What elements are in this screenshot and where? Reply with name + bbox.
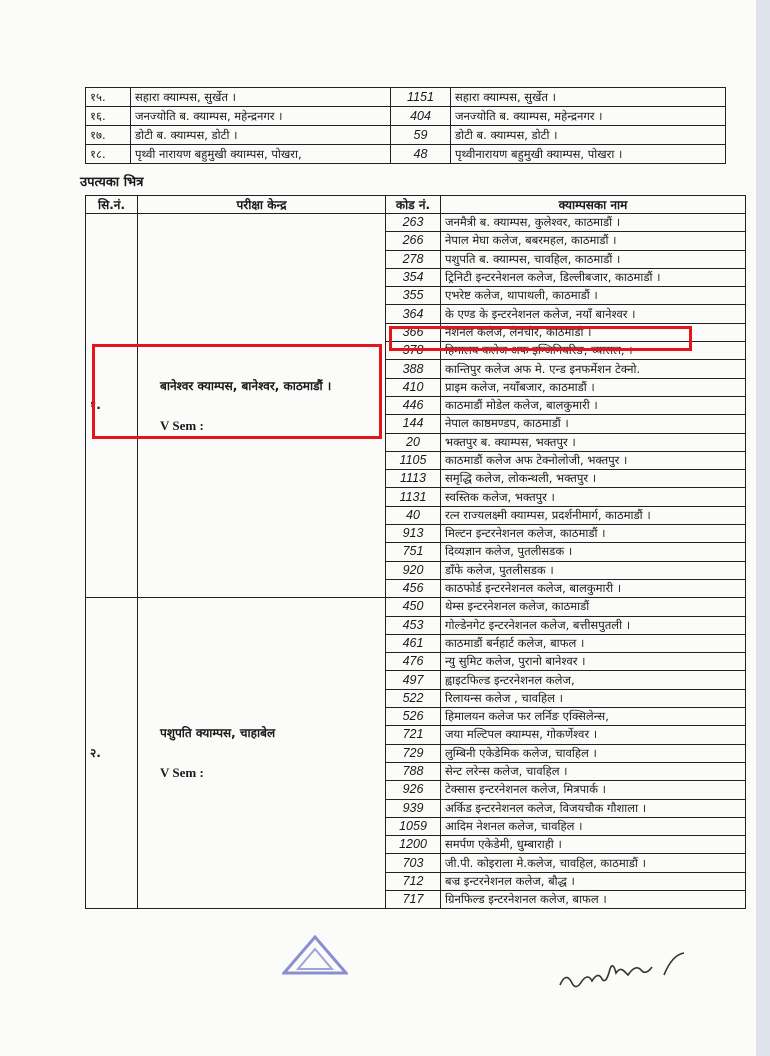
code-number: 721 <box>386 726 441 744</box>
campus-name: हिमालय कलेज अफ इन्जिनियरिङ, च्यासल, । <box>441 342 746 360</box>
page-edge <box>756 0 770 1056</box>
serial-number: १६. <box>86 107 131 126</box>
exam-center: सहारा क्याम्पस, सुर्खेत । <box>131 88 391 107</box>
campus-name: रत्न राज्यलक्ष्मी क्याम्पस, प्रदर्शनीमार्ग, काठमाडौं । <box>441 506 746 524</box>
code-number: 59 <box>391 126 451 145</box>
code-number: 926 <box>386 781 441 799</box>
code-number: 48 <box>391 145 451 164</box>
campus-name: स्वस्तिक कलेज, भक्तपुर । <box>441 488 746 506</box>
code-number: 1151 <box>391 88 451 107</box>
campus-name: ट्रिनिटी इन्टरनेशनल कलेज, डिल्लीबजार, काठमाडौं । <box>441 268 746 286</box>
section-title-inside-valley: उपत्यका भित्र <box>80 175 144 190</box>
code-number: 404 <box>391 107 451 126</box>
code-number: 461 <box>386 634 441 652</box>
table-row <box>86 126 726 145</box>
code-number: 751 <box>386 543 441 561</box>
code-number: 920 <box>386 561 441 579</box>
code-number: 355 <box>386 287 441 305</box>
code-number: 144 <box>386 415 441 433</box>
code-number: 410 <box>386 378 441 396</box>
code-number: 1200 <box>386 836 441 854</box>
campus-name: न्यु सुमिट कलेज, पुरानो बानेश्वर । <box>441 653 746 671</box>
code-number: 278 <box>386 250 441 268</box>
campus-name: नेपाल काष्ठमण्डप, काठमाडौं । <box>441 415 746 433</box>
campus-name: नेशनल कलेज, लैनचौर, काठमाडौं । <box>441 323 746 341</box>
table-row <box>86 88 726 107</box>
exam-center-name: बानेश्वर क्याम्पस, बानेश्वर, काठमाडौं । <box>160 378 332 393</box>
code-number: 266 <box>386 232 441 250</box>
code-number: 378 <box>386 342 441 360</box>
campus-name: समृद्धि कलेज, लोकन्थली, भक्तपुर । <box>441 470 746 488</box>
campus-name: काठमाडौं कलेज अफ टेक्नोलोजी, भक्तपुर । <box>441 451 746 469</box>
code-number: 522 <box>386 689 441 707</box>
group-exam-center <box>138 598 386 909</box>
table-row <box>86 107 726 126</box>
header-code: कोड नं. <box>386 196 441 214</box>
table-row <box>86 145 726 164</box>
header-center: परीक्षा केन्द्र <box>138 196 386 214</box>
code-number: 450 <box>386 598 441 616</box>
code-number: 476 <box>386 653 441 671</box>
exam-center: पृथ्वी नारायण बहुमुखी क्याम्पस, पोखरा, <box>131 145 391 164</box>
campus-name: कान्तिपुर कलेज अफ मे. एन्ड इनफर्मेशन टेक्नो. <box>441 360 746 378</box>
table-row <box>86 214 746 232</box>
code-number: 456 <box>386 579 441 597</box>
code-number: 703 <box>386 854 441 872</box>
campus-name: अर्किड इन्टरनेशनल कलेज, विजयचौक गौशाला । <box>441 799 746 817</box>
campus-name: गोल्डेनगेट इन्टरनेशनल कलेज, बत्तीसपुतली । <box>441 616 746 634</box>
campus-name: समर्पण एकेडेमी, धुम्बाराही । <box>441 836 746 854</box>
outside-valley-table <box>85 87 726 164</box>
campus-name: जी.पी. कोइराला मे.कलेज, चावहिल, काठमाडौं । <box>441 854 746 872</box>
header-campus: क्याम्पसका नाम <box>441 196 746 214</box>
code-number: 526 <box>386 708 441 726</box>
stamp-logo <box>282 935 348 979</box>
campus-name: जनज्योति ब. क्याम्पस, महेन्द्रनगर । <box>451 107 726 126</box>
highlight-box-exam-center <box>92 344 382 439</box>
inside-valley-table <box>85 195 746 909</box>
campus-name: आदिम नेशनल कलेज, चावहिल । <box>441 817 746 835</box>
highlight-box-national-college <box>389 326 692 351</box>
serial-number: १५. <box>86 88 131 107</box>
group-serial-number: २. <box>86 598 138 909</box>
code-number: 388 <box>386 360 441 378</box>
code-number: 712 <box>386 872 441 890</box>
campus-name: हिमालयन कलेज फर लर्निङ एक्सिलेन्स, <box>441 708 746 726</box>
exam-center: डोटी ब. क्याम्पस, डोटी । <box>131 126 391 145</box>
campus-name: एभरेष्ट कलेज, थापाथली, काठमाडौं । <box>441 287 746 305</box>
campus-name: डाँफे कलेज, पुतलीसडक । <box>441 561 746 579</box>
code-number: 1113 <box>386 470 441 488</box>
exam-center-name: पशुपति क्याम्पस, चाहाबेल <box>160 726 276 741</box>
campus-name: बज्र इन्टरनेशनल कलेज, बौद्ध । <box>441 872 746 890</box>
campus-name: पशुपति ब. क्याम्पस, चावहिल, काठमाडौं । <box>441 250 746 268</box>
code-number: 364 <box>386 305 441 323</box>
campus-name: जया मल्टिपल क्याम्पस, गोकर्णेश्वर । <box>441 726 746 744</box>
campus-name: नेपाल मेघा कलेज, बबरमहल, काठमाडौं । <box>441 232 746 250</box>
campus-name: काठफोर्ड इन्टरनेशनल कलेज, बालकुमारी । <box>441 579 746 597</box>
code-number: 453 <box>386 616 441 634</box>
campus-name: सहारा क्याम्पस, सुर्खेत । <box>451 88 726 107</box>
campus-name: के एण्ड के इन्टरनेशनल कलेज, नयाँ बानेश्वर । <box>441 305 746 323</box>
campus-name: रिलायन्स कलेज , चावहिल । <box>441 689 746 707</box>
code-number: 40 <box>386 506 441 524</box>
campus-name: काठमाडौं मोडेल कलेज, बालकुमारी । <box>441 396 746 414</box>
table-row <box>86 598 746 616</box>
campus-name: मिल्टन इन्टरनेशनल कलेज, काठमाडौं । <box>441 525 746 543</box>
code-number: 497 <box>386 671 441 689</box>
code-number: 717 <box>386 890 441 908</box>
campus-name: डोटी ब. क्याम्पस, डोटी । <box>451 126 726 145</box>
serial-number: १८. <box>86 145 131 164</box>
campus-name: पृथ्वीनारायण बहुमुखी क्याम्पस, पोखरा । <box>451 145 726 164</box>
campus-name: भक्तपुर ब. क्याम्पस, भक्तपुर । <box>441 433 746 451</box>
code-number: 788 <box>386 762 441 780</box>
campus-name: दिव्यज्ञान कलेज, पुतलीसडक । <box>441 543 746 561</box>
campus-name: ह्वाइटफिल्ड इन्टरनेशनल कलेज, <box>441 671 746 689</box>
signature <box>552 945 702 1004</box>
exam-center: जनज्योति ब. क्याम्पस, महेन्द्रनगर । <box>131 107 391 126</box>
code-number: 354 <box>386 268 441 286</box>
group-serial-number: १. <box>86 214 138 598</box>
code-number: 1105 <box>386 451 441 469</box>
code-number: 263 <box>386 214 441 232</box>
campus-name: काठमाडौं बर्नहार्ट कलेज, बाफल । <box>441 634 746 652</box>
campus-name: प्राइम कलेज, नयाँबजार, काठमाडौं । <box>441 378 746 396</box>
semester-label: V Sem : <box>160 765 204 781</box>
campus-name: थेम्स इन्टरनेशनल कलेज, काठमाडौं <box>441 598 746 616</box>
code-number: 1131 <box>386 488 441 506</box>
code-number: 729 <box>386 744 441 762</box>
code-number: 939 <box>386 799 441 817</box>
code-number: 446 <box>386 396 441 414</box>
code-number: 1059 <box>386 817 441 835</box>
campus-name: सेन्ट लरेन्स कलेज, चावहिल । <box>441 762 746 780</box>
campus-name: ग्रिनफिल्ड इन्टरनेशनल कलेज, बाफल । <box>441 890 746 908</box>
serial-number: १७. <box>86 126 131 145</box>
code-number: 913 <box>386 525 441 543</box>
campus-name: जनमैत्री ब. क्याम्पस, कुलेश्वर, काठमाडौं । <box>441 214 746 232</box>
semester-label: V Sem : <box>160 417 204 433</box>
code-number: 20 <box>386 433 441 451</box>
table-header-row <box>86 196 746 214</box>
campus-name: टेक्सास इन्टरनेशनल कलेज, मित्रपार्क । <box>441 781 746 799</box>
campus-name: लुम्बिनी एकेडेमिक कलेज, चावहिल । <box>441 744 746 762</box>
code-number: 366 <box>386 323 441 341</box>
header-sn: सि.नं. <box>86 196 138 214</box>
